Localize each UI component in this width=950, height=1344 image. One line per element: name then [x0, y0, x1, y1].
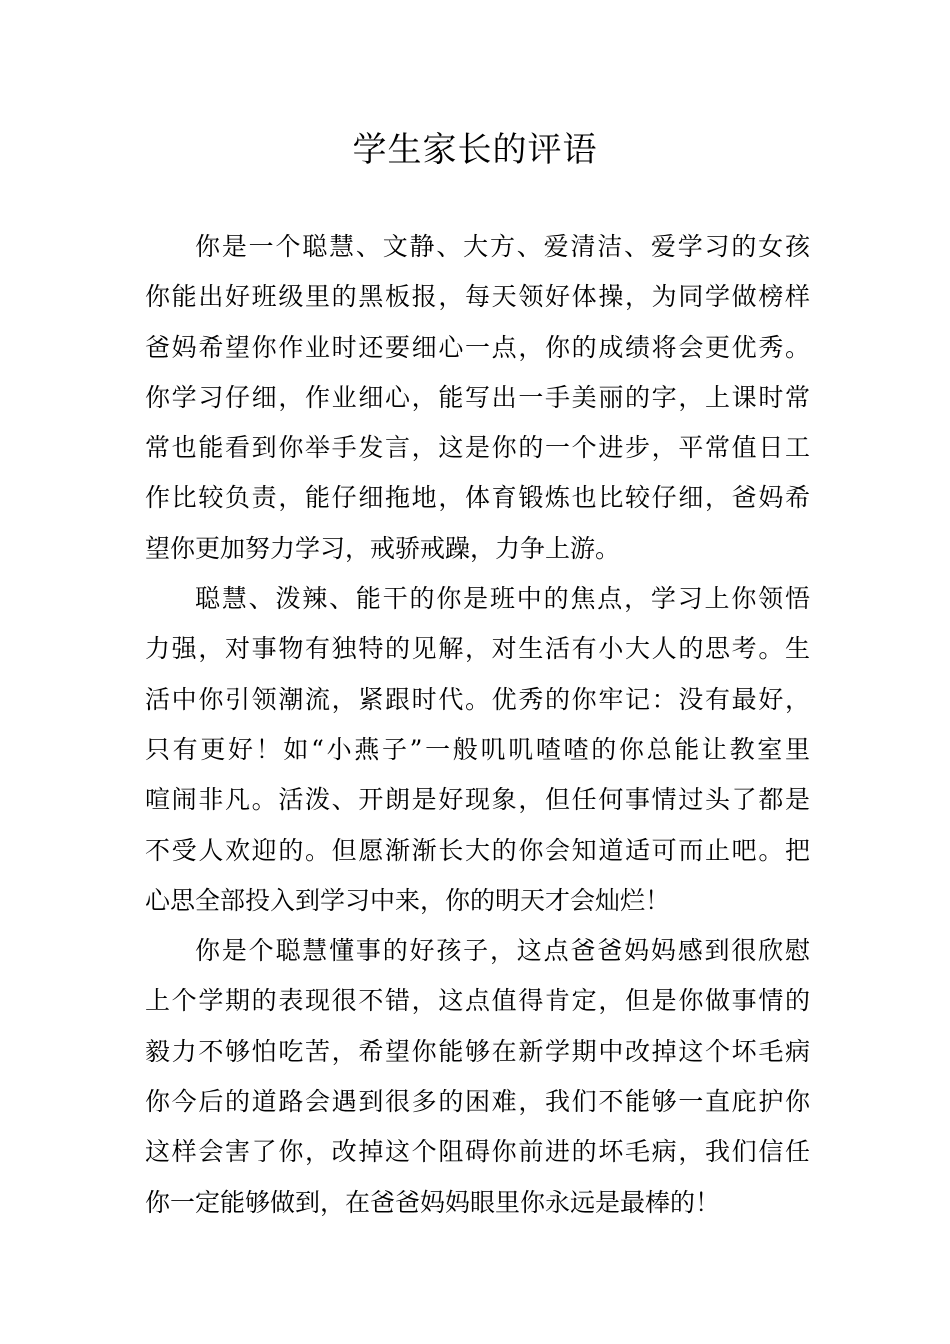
- paragraph-line: 活中你引领潮流，紧跟时代。优秀的你牢记：没有最好，: [145, 684, 810, 714]
- paragraph-line: 这样会害了你，改掉这个阻碍你前进的坏毛病，我们信任: [145, 1137, 810, 1167]
- paragraph-line: 喧闹非凡。活泼、开朗是好现象，但任何事情过头了都是: [145, 785, 810, 815]
- paragraph-line: 常也能看到你举手发言，这是你的一个进步，平常值日工: [145, 433, 810, 463]
- paragraph-line: 毅力不够怕吃苦，希望你能够在新学期中改掉这个坏毛病: [145, 1036, 810, 1066]
- paragraph-line: 聪慧、泼辣、能干的你是班中的焦点，学习上你领悟: [195, 584, 810, 614]
- paragraph-1: [145, 222, 810, 574]
- paragraph-line: 不受人欢迎的。但愿渐渐长大的你会知道适可而止吧。把: [145, 835, 810, 865]
- paragraph-3: [145, 926, 810, 1228]
- document-title: 学生家长的评语: [352, 130, 598, 170]
- paragraph-2: [145, 574, 810, 926]
- paragraph-line: 力强，对事物有独特的见解，对生活有小大人的思考。生: [145, 634, 810, 664]
- paragraph-line: 你一定能够做到，在爸爸妈妈眼里你永远是最棒的！: [145, 1187, 721, 1217]
- paragraph-line: 望你更加努力学习，戒骄戒躁，力争上游。: [145, 533, 621, 563]
- paragraph-line: 只有更好！如“小燕子”一般叽叽喳喳的你总能让教室里: [145, 734, 810, 764]
- paragraph-line: 你能出好班级里的黑板报，每天领好体操，为同学做榜样: [145, 282, 810, 312]
- paragraph-line: 你是个聪慧懂事的好孩子，这点爸爸妈妈感到很欣慰: [195, 936, 810, 966]
- paragraph-line: 作比较负责，能仔细拖地，体育锻炼也比较仔细，爸妈希: [145, 483, 810, 513]
- paragraph-line: 爸妈希望你作业时还要细心一点，你的成绩将会更优秀。: [145, 332, 810, 362]
- paragraph-line: 你今后的道路会遇到很多的困难，我们不能够一直庇护你: [145, 1087, 810, 1117]
- paragraph-line: 你是一个聪慧、文静、大方、爱清洁、爱学习的女孩: [195, 232, 810, 261]
- document-body: [145, 222, 810, 1228]
- paragraph-line: 心思全部投入到学习中来，你的明天才会灿烂！: [145, 885, 671, 915]
- paragraph-line: 上个学期的表现很不错，这点值得肯定，但是你做事情的: [145, 986, 810, 1016]
- paragraph-line: 你学习仔细，作业细心，能写出一手美丽的字，上课时常: [145, 382, 810, 412]
